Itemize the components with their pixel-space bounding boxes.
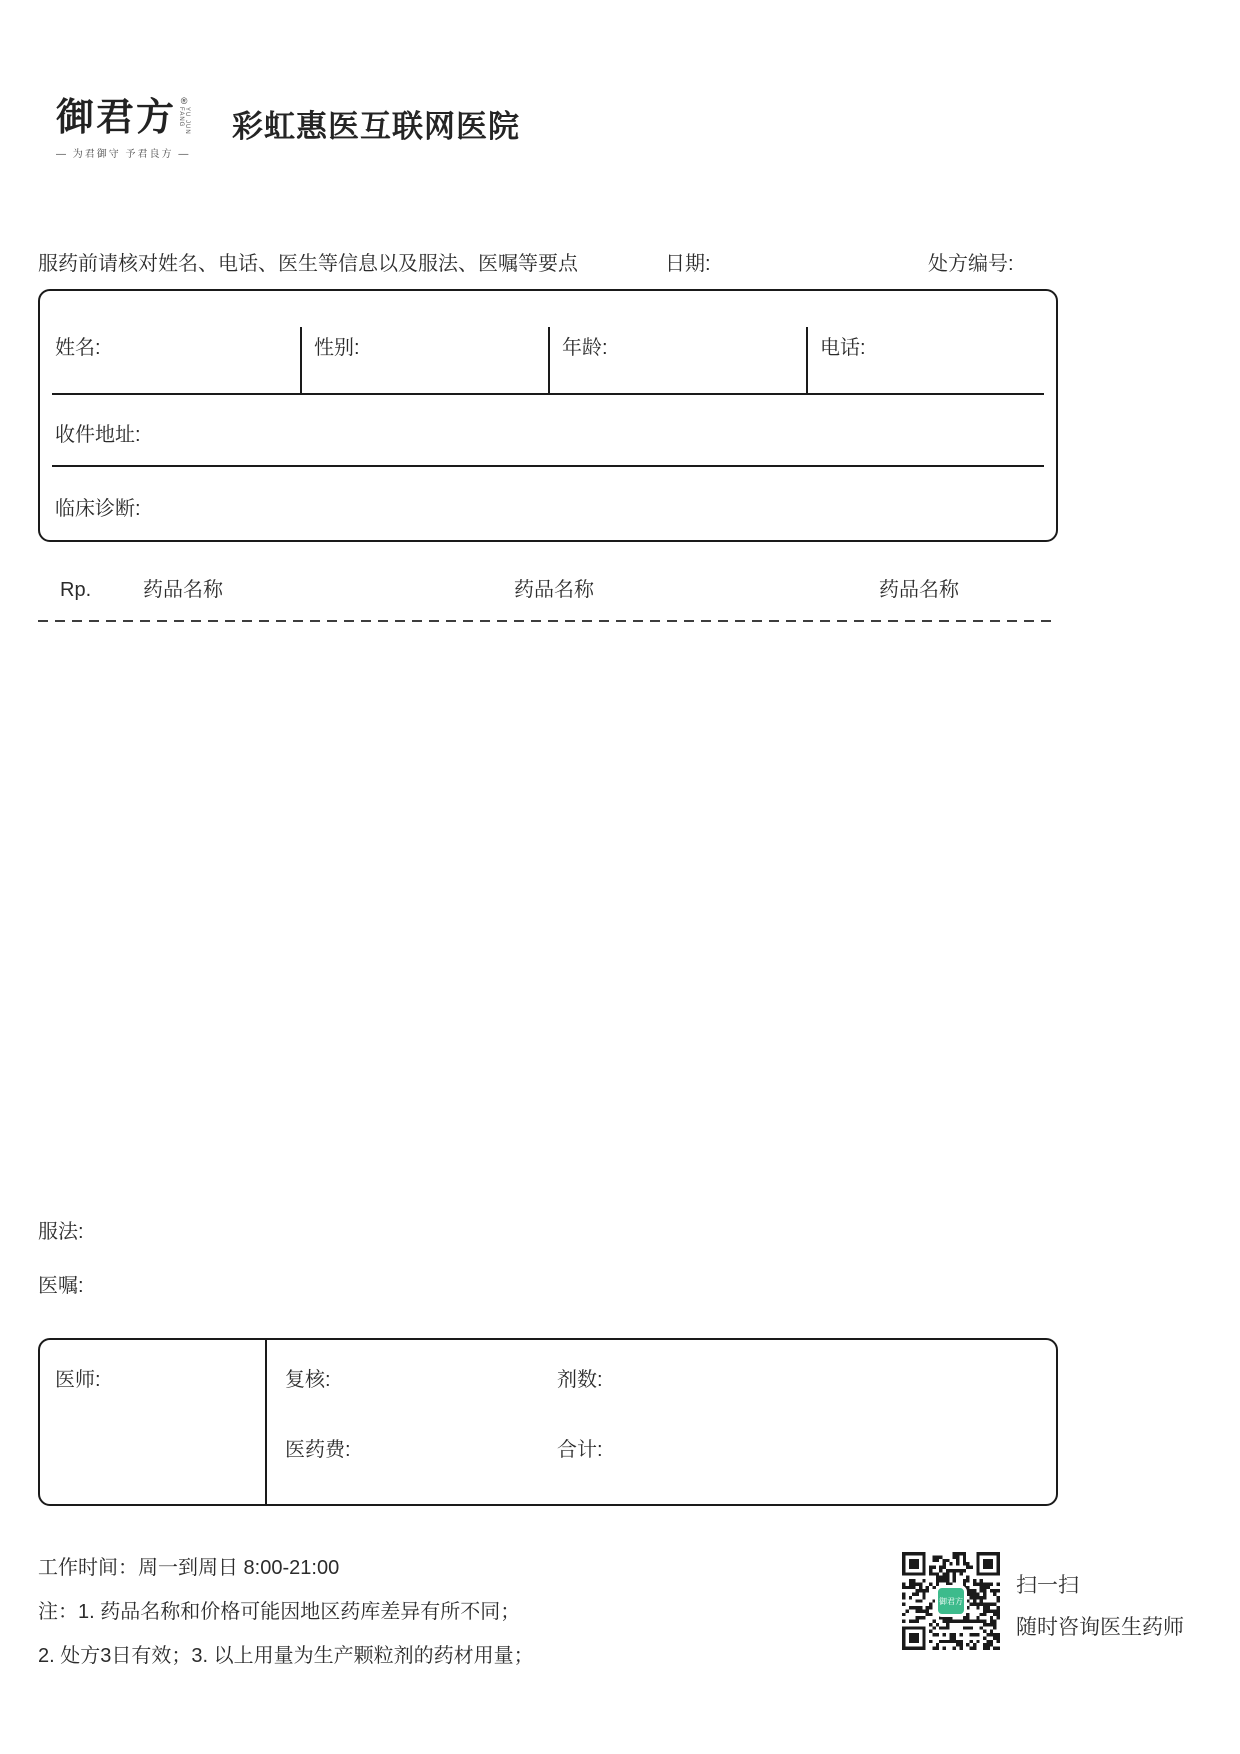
check-notice-text: 服药前请核对姓名、电话、医生等信息以及服法、医嘱等要点 <box>38 253 578 275</box>
brand-tagline: — 为君御守 予君良方 — <box>56 149 191 160</box>
drug-name-column-header: 药品名称 <box>143 579 223 601</box>
brand-logo <box>56 96 206 160</box>
age-field-label: 年龄: <box>562 337 608 359</box>
field-divider <box>548 327 550 393</box>
qr-consult-label: 随时咨询医生药师 <box>1016 1616 1184 1639</box>
phone-field-label: 电话: <box>820 337 866 359</box>
patient-info-box <box>38 289 1058 542</box>
brand-logo-latin: YU JUN FANG <box>178 107 191 135</box>
row-divider <box>52 393 1044 395</box>
address-field-label: 收件地址: <box>55 424 141 446</box>
footer-note-2: 2. 处方3日有效；3. 以上用量为生产颗粒剂的药材用量； <box>38 1645 534 1667</box>
review-field-label: 复核: <box>285 1369 331 1391</box>
name-field-label: 姓名: <box>55 337 101 359</box>
qr-scan-label: 扫一扫 <box>1016 1574 1079 1597</box>
rp-label: Rp. <box>60 579 92 601</box>
hospital-title: 彩虹惠医互联网医院 <box>232 109 520 144</box>
summary-box <box>38 1338 1058 1506</box>
fee-field-label: 医药费: <box>285 1439 351 1461</box>
row-divider <box>52 465 1044 467</box>
gender-field-label: 性别: <box>314 337 360 359</box>
dashed-separator <box>38 620 1058 622</box>
physician-field-label: 医师: <box>55 1369 101 1391</box>
registered-trademark-icon: ® <box>180 96 188 106</box>
total-field-label: 合计: <box>557 1439 603 1461</box>
rx-number-label: 处方编号: <box>928 253 1014 275</box>
qr-center-badge: 御君方 <box>935 1585 967 1617</box>
field-divider <box>300 327 302 393</box>
diagnosis-field-label: 临床诊断: <box>55 498 141 520</box>
drug-name-column-header: 药品名称 <box>879 579 959 601</box>
date-label: 日期: <box>665 253 711 275</box>
summary-divider <box>265 1340 267 1504</box>
usage-method-label: 服法: <box>38 1221 84 1243</box>
field-divider <box>806 327 808 393</box>
working-hours-text: 工作时间：周一到周日 8:00-21:00 <box>38 1557 340 1579</box>
doses-field-label: 剂数: <box>557 1369 603 1391</box>
brand-logo-text: 御君方 <box>56 94 177 139</box>
doctor-advice-label: 医嘱: <box>38 1275 84 1297</box>
qr-code <box>902 1552 1000 1650</box>
drug-name-column-header: 药品名称 <box>514 579 594 601</box>
footer-note-1: 注：1. 药品名称和价格可能因地区药库差异有所不同； <box>38 1601 521 1623</box>
